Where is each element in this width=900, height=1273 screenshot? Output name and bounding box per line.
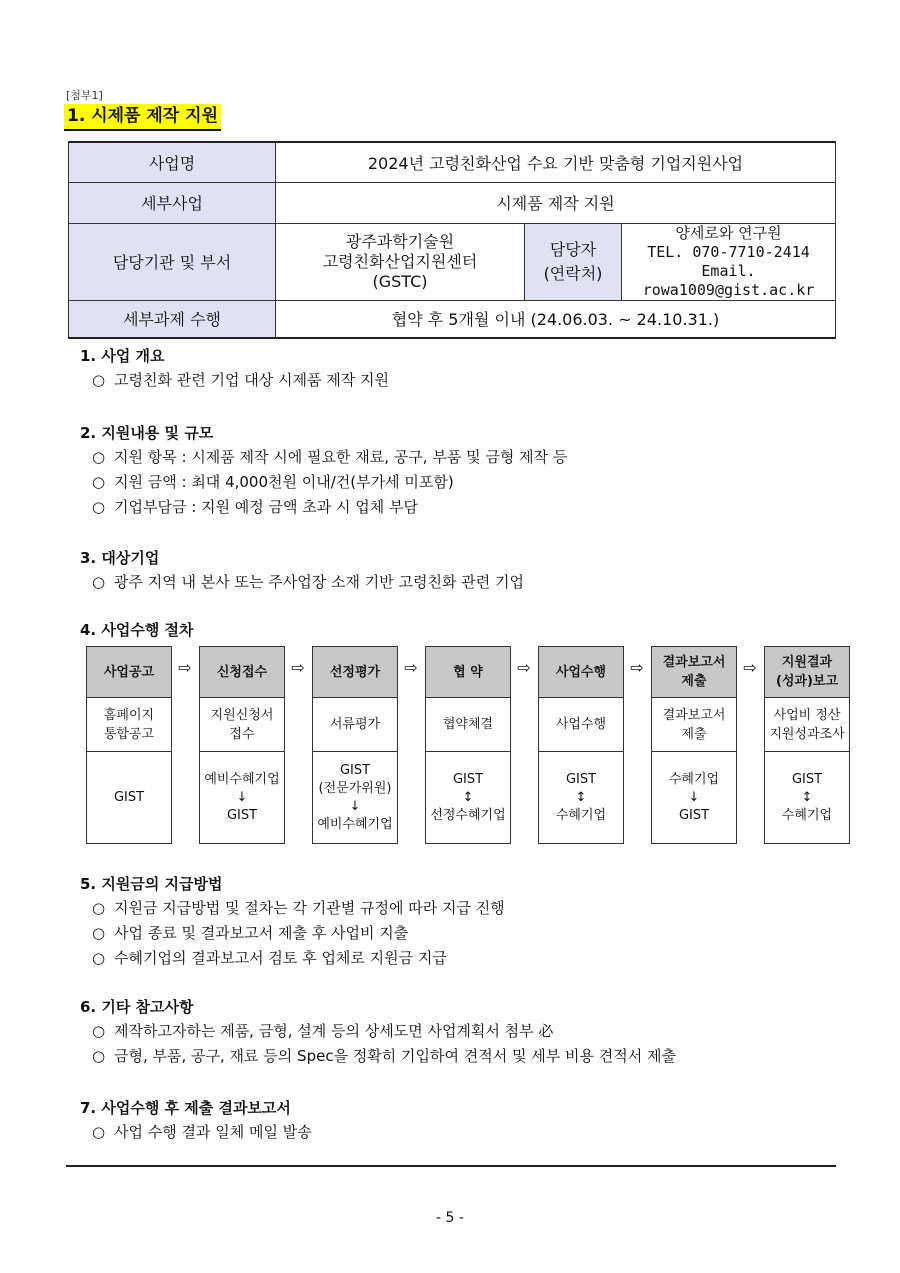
section-payment	[80, 872, 505, 971]
flow-step-actor-line: 예비수혜기업	[317, 817, 393, 832]
flow-step-title	[765, 647, 849, 698]
flow-step-activity	[539, 698, 623, 752]
flow-step-actor-line: ↓	[236, 790, 248, 805]
flow-step-activity-line: 결과보고서	[662, 707, 726, 723]
section-overview	[80, 344, 389, 393]
flow-step-actor	[652, 752, 736, 844]
section-report	[80, 1096, 312, 1145]
section-heading: 1. 사업 개요	[80, 347, 165, 365]
flow-step-activity-line: 지원성과조사	[769, 726, 845, 742]
flow-step-title-line: 결과보고서	[662, 655, 726, 670]
contact-email[interactable]: Email. rowa1009@gist.ac.kr	[642, 261, 815, 299]
flow-step-actor-line: ↕	[462, 790, 474, 805]
flow-step	[538, 646, 624, 844]
flow-step-title-line: 협 약	[453, 664, 483, 680]
flow-step-actor-line: GIST	[678, 808, 710, 823]
list-item: ○ 광주 지역 내 본사 또는 주사업장 소재 기반 고령친화 관련 기업	[92, 573, 524, 591]
flow-step-actor-line: 수혜기업	[555, 808, 607, 823]
contact-phone: TEL. 070-7710-2414	[647, 242, 810, 261]
flow-step-title	[87, 647, 171, 698]
flow-arrow-icon: ⇨	[743, 658, 757, 677]
list-item: ○ 사업 수행 결과 일체 메일 발송	[92, 1123, 312, 1141]
project-label: 사업명	[69, 142, 276, 182]
flow-step-actor	[313, 752, 397, 844]
flow-step-title-line: 선정평가	[329, 664, 381, 680]
list-item: ○ 사업 종료 및 결과보고서 제출 후 사업비 지출	[92, 924, 409, 942]
flow-step-activity	[765, 698, 849, 752]
flow-step	[764, 646, 850, 844]
section-procedure	[80, 618, 194, 642]
flow-step-activity	[87, 698, 171, 752]
flow-step-actor	[87, 752, 171, 844]
section-notes	[80, 995, 676, 1069]
section-heading: 5. 지원금의 지급방법	[80, 875, 223, 893]
flow-step-actor-line: GIST	[452, 772, 484, 787]
flow-step-title-line: 제출	[681, 674, 707, 689]
sub-project-label: 세부사업	[69, 182, 276, 223]
flow-step-activity-line: 홈페이지	[103, 707, 155, 723]
contact-value	[622, 223, 836, 300]
flow-step-actor-line: 선정수혜기업	[430, 808, 506, 823]
flow-step-actor-line: GIST	[226, 808, 258, 823]
info-table	[68, 141, 836, 339]
flow-step-actor-line: ↓	[688, 790, 700, 805]
org-line: 고령친화산업지원센터	[322, 251, 478, 271]
flow-step-activity-line: 제출	[681, 726, 707, 742]
flow-step-activity	[313, 698, 397, 752]
period-label: 세부과제 수행	[69, 300, 276, 338]
flow-arrow-icon: ⇨	[630, 658, 644, 677]
flow-step-actor-line: ↕	[801, 790, 813, 805]
flow-arrow-icon: ⇨	[404, 658, 418, 677]
list-item: ○ 고령친화 관련 기업 대상 시제품 제작 지원	[92, 371, 389, 389]
flow-step	[199, 646, 285, 844]
flow-step-actor-line: (전문가위원)	[318, 781, 392, 796]
flow-step-activity-line: 접수	[229, 726, 255, 742]
list-item: ○ 지원금 지급방법 및 절차는 각 기관별 규정에 따라 지급 진행	[92, 899, 505, 917]
page-number: - 5 -	[436, 1210, 464, 1226]
flow-step	[312, 646, 398, 844]
flow-step-title-line: 사업수행	[555, 664, 607, 680]
flow-step-activity	[426, 698, 510, 752]
section-title: 1. 시제품 제작 지원	[64, 104, 221, 131]
flow-step-title	[539, 647, 623, 698]
flow-step-title	[200, 647, 284, 698]
flow-step-activity-line: 통합공고	[103, 726, 155, 742]
list-item: ○ 금형, 부품, 공구, 재료 등의 Spec을 정확히 기입하여 견적서 및 세부 비용 견적서 제출	[92, 1047, 677, 1065]
flow-step-actor	[539, 752, 623, 844]
section-heading: 7. 사업수행 후 제출 결과보고서	[80, 1099, 291, 1117]
attachment-label: [첨부1]	[66, 89, 103, 102]
flow-step-actor-line: 예비수혜기업	[204, 772, 280, 787]
section-target	[80, 546, 524, 595]
flow-step-title-line: 지원결과	[781, 655, 833, 670]
flow-step-title	[313, 647, 397, 698]
list-item: ○ 지원 항목 : 시제품 제작 시에 필요한 재료, 공구, 부품 및 금형 제작 등	[92, 448, 568, 466]
contact-label: 담당자 (연락처)	[525, 223, 622, 300]
section-support	[80, 421, 567, 520]
contact-name: 양세로와 연구원	[675, 223, 782, 242]
org-value	[276, 223, 525, 300]
flow-step-activity-line: 지원신청서	[210, 707, 274, 723]
flow-step	[86, 646, 172, 844]
flow-step-title-line: (성과)보고	[775, 674, 839, 689]
flow-arrow-icon: ⇨	[517, 658, 531, 677]
flow-step	[651, 646, 737, 844]
section-heading: 6. 기타 참고사항	[80, 998, 194, 1016]
flow-step-activity	[652, 698, 736, 752]
section-heading: 2. 지원내용 및 규모	[80, 424, 214, 442]
flow-step-actor-line: GIST	[565, 772, 597, 787]
flow-step	[425, 646, 511, 844]
flow-step-activity	[200, 698, 284, 752]
period-value: 협약 후 5개월 이내 (24.06.03. ~ 24.10.31.)	[276, 300, 836, 338]
list-item: ○ 수혜기업의 결과보고서 검토 후 업체로 지원금 지급	[92, 949, 447, 967]
project-value: 2024년 고령친화산업 수요 기반 맞춤형 기업지원사업	[276, 142, 836, 182]
flow-step-title	[652, 647, 736, 698]
flow-step-actor-line: 수혜기업	[668, 772, 720, 787]
org-line: 광주과학기술원	[345, 231, 455, 251]
org-label: 담당기관 및 부서	[69, 223, 276, 300]
flow-arrow-icon: ⇨	[178, 658, 192, 677]
flow-step-activity-line: 협약체결	[442, 717, 494, 732]
flow-step-activity-line: 사업비 정산	[773, 707, 841, 723]
flow-step-activity-line: 서류평가	[329, 717, 381, 732]
section-heading: 3. 대상기업	[80, 549, 160, 567]
flow-step-title	[426, 647, 510, 698]
flow-step-actor	[200, 752, 284, 844]
flow-step-title-line: 신청접수	[216, 664, 268, 680]
procedure-flow	[86, 646, 845, 846]
list-item: ○ 제작하고자하는 제품, 금형, 설계 등의 상세도면 사업계획서 첨부 必	[92, 1022, 554, 1040]
bottom-rule	[66, 1165, 836, 1167]
flow-step-actor-line: ↕	[575, 790, 587, 805]
flow-step-actor-line: GIST	[113, 790, 145, 805]
flow-step-actor-line: GIST	[339, 763, 371, 778]
flow-arrow-icon: ⇨	[291, 658, 305, 677]
sub-project-value: 시제품 제작 지원	[276, 182, 836, 223]
section-heading: 4. 사업수행 절차	[80, 621, 194, 639]
flow-step-activity-line: 사업수행	[555, 717, 607, 732]
flow-step-actor-line: ↓	[349, 799, 361, 814]
flow-step-actor-line: 수혜기업	[781, 808, 833, 823]
flow-step-actor-line: GIST	[791, 772, 823, 787]
list-item: ○ 지원 금액 : 최대 4,000천원 이내/건(부가세 미포함)	[92, 473, 454, 491]
flow-step-title-line: 사업공고	[103, 664, 155, 680]
flow-step-actor	[765, 752, 849, 844]
org-line: (GSTC)	[372, 271, 428, 291]
list-item: ○ 기업부담금 : 지원 예정 금액 초과 시 업체 부담	[92, 498, 419, 516]
flow-step-actor	[426, 752, 510, 844]
